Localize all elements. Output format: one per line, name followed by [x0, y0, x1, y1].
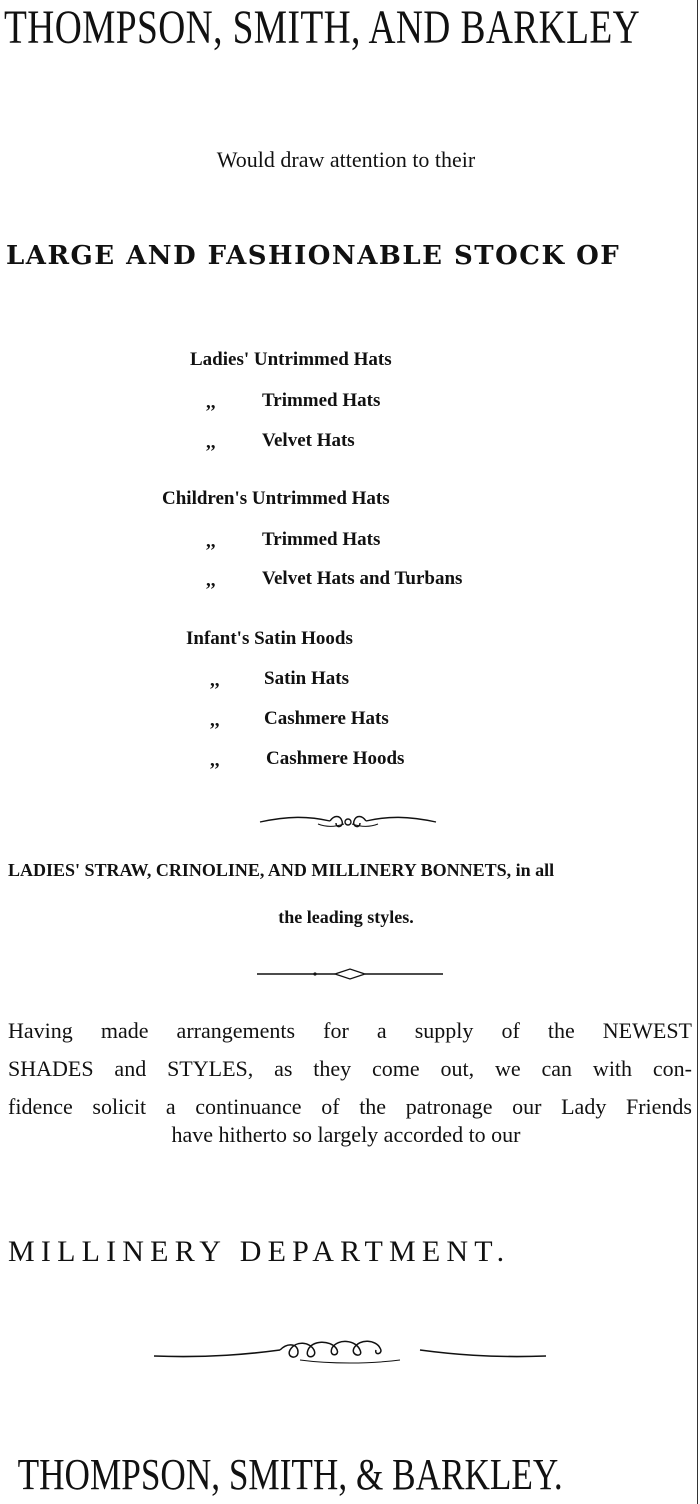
- paragraph-line: fidence solicit a continuance of the patronage our Lady Friends: [8, 1094, 692, 1119]
- bonnets-line: LADIES' STRAW, CRINOLINE, AND MILLINERY BONNETS, in all: [8, 860, 555, 880]
- ditto-mark: ,,: [210, 710, 220, 731]
- ditto-mark: ,,: [206, 531, 216, 552]
- list-item-infants-cashmere-hats: Cashmere Hats: [264, 708, 389, 729]
- ditto-mark: ,,: [206, 392, 216, 413]
- stock-heading: LARGE AND FASHIONABLE STOCK OF: [6, 241, 621, 271]
- column-rule: [697, 0, 698, 1504]
- list-item-children-untrimmed: Children's Untrimmed Hats: [162, 488, 390, 509]
- list-item-infants-satin-hats: Satin Hats: [264, 668, 349, 689]
- footer-firm-name: THOMPSON, SMITH, & BARKLEY.: [17, 1450, 563, 1499]
- flourish-ornament-divider: [150, 1338, 550, 1368]
- list-item-infants-cashmere-hoods: Cashmere Hoods: [266, 748, 405, 769]
- list-item-infants-satin-hoods: Infant's Satin Hoods: [186, 628, 353, 649]
- list-item-ladies-trimmed: Trimmed Hats: [262, 390, 381, 411]
- scroll-ornament-divider: [258, 810, 438, 830]
- paragraph-last-line: have hitherto so largely accorded to our: [171, 1122, 521, 1147]
- ditto-mark: ,,: [206, 432, 216, 453]
- ditto-mark: ,,: [210, 750, 220, 771]
- list-item-children-trimmed: Trimmed Hats: [262, 529, 381, 550]
- bonnets-line-continued: the leading styles.: [278, 907, 414, 927]
- paragraph-line: Having made arrangements for a supply of the NEWEST: [8, 1018, 692, 1043]
- supply-paragraph: [8, 1012, 692, 1126]
- diamond-rule-divider: [255, 966, 445, 980]
- ditto-mark: ,,: [206, 570, 216, 591]
- list-item-children-velvet-turbans: Velvet Hats and Turbans: [262, 568, 463, 589]
- list-item-ladies-untrimmed: Ladies' Untrimmed Hats: [190, 349, 392, 370]
- masthead-firm-name: THOMPSON, SMITH, AND BARKLEY: [4, 1, 641, 54]
- paragraph-line: SHADES and STYLES, as they come out, we can with con-: [8, 1056, 692, 1081]
- list-item-ladies-velvet: Velvet Hats: [262, 430, 355, 451]
- intro-text: Would draw attention to their: [216, 147, 476, 172]
- ditto-mark: ,,: [210, 670, 220, 691]
- department-heading: MILLINERY DEPARTMENT.: [8, 1235, 511, 1268]
